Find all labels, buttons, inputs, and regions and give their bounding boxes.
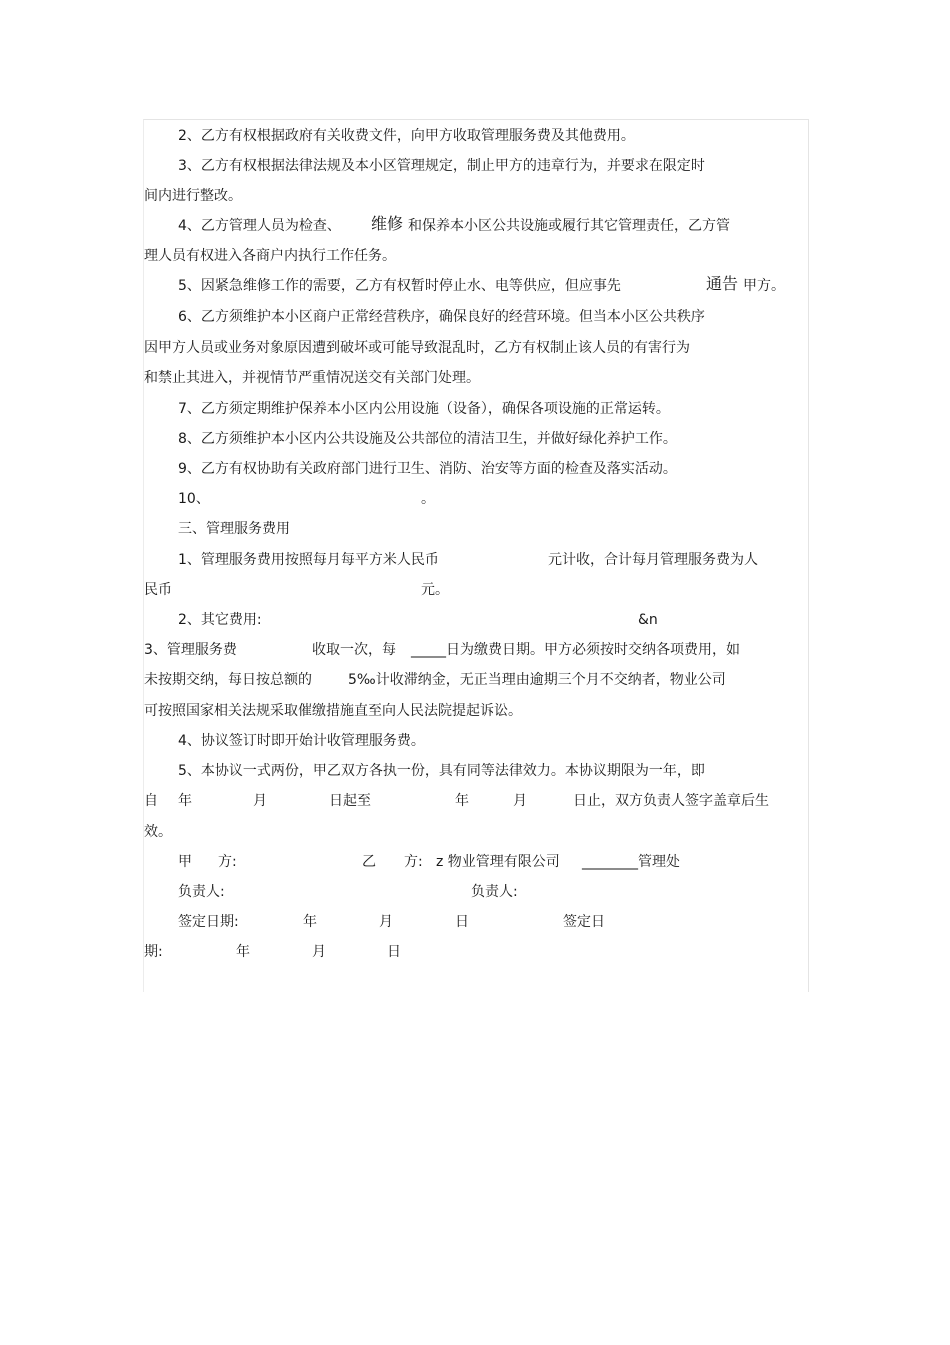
clause-9: 9、乙方有权协助有关政府部门进行卫生、消防、治安等方面的检查及落实活动。 <box>178 461 677 477</box>
clause-3-line-1: 3、乙方有权根据法律法规及本小区管理规定，制止甲方的违章行为，并要求在限定时 <box>178 158 705 174</box>
clause-8: 8、乙方须维护本小区内公共设施及公共部位的清洁卫生，并做好绿化养护工作。 <box>178 431 677 447</box>
party-a-label-2: 方: <box>218 854 237 870</box>
fee-1-part-4: 元。 <box>421 582 449 598</box>
clause-10-number: 10、 <box>178 491 210 507</box>
clause-4-part-1: 4、乙方管理人员为检查、 <box>178 218 341 234</box>
fee-3-part-2: 收取一次，每 <box>312 642 396 658</box>
party-b-label-2: 方: <box>404 854 423 870</box>
clause-10-end: 。 <box>421 491 435 507</box>
term-start-month: 月 <box>253 793 267 809</box>
party-a-date-label: 签定日期: <box>178 914 239 930</box>
fee-2-value: &n <box>638 612 658 628</box>
term-start-day: 日起至 <box>329 793 371 809</box>
clause-6-line-2: 因甲方人员或业务对象原因遭到破坏或可能导致混乱时，乙方有权制止该人员的有害行为 <box>144 340 690 356</box>
party-a-date-day: 日 <box>455 914 469 930</box>
clause-4-part-2: 维修 <box>371 214 404 233</box>
party-b-office: ________管理处 <box>582 854 680 870</box>
fee-3-part-5: 5‰计收滞纳金，无正当理由逾期三个月不交纳者，物业公司 <box>348 672 726 688</box>
fee-2-label: 2、其它费用: <box>178 612 262 628</box>
term-end-year: 年 <box>455 793 469 809</box>
clause-4-part-3: 和保养本小区公共设施或履行其它管理责任，乙方管 <box>408 218 730 234</box>
term-end-day: 日止，双方负责人签字盖章后生 <box>573 793 769 809</box>
party-b-responsible: 负责人: <box>471 884 518 900</box>
clause-7: 7、乙方须定期维护保养本小区内公用设施（设备），确保各项设施的正常运转。 <box>178 401 670 417</box>
clause-5-part-3: 甲方。 <box>743 278 785 294</box>
fee-3-part-1: 3、管理服务费 <box>144 642 237 658</box>
party-b-date-day: 日 <box>387 944 401 960</box>
party-a-date-year: 年 <box>303 914 317 930</box>
clause-2: 2、乙方有权根据政府有关收费文件，向甲方收取管理服务费及其他费用。 <box>178 128 635 144</box>
section-heading-fees: 三、管理服务费用 <box>178 521 290 537</box>
fee-5-line-1: 5、本协议一式两份，甲乙双方各执一份，具有同等法律效力。本协议期限为一年，即 <box>178 763 705 779</box>
fee-5-line-3: 效。 <box>144 824 172 840</box>
clause-5-part-1: 5、因紧急维修工作的需要，乙方有权暂时停止水、电等供应，但应事先 <box>178 278 621 294</box>
party-b-date-label-1: 签定日 <box>563 914 605 930</box>
fee-1-part-3: 民币 <box>144 582 172 598</box>
party-b-company: z 物业管理有限公司 <box>436 854 560 870</box>
term-end-month: 月 <box>513 793 527 809</box>
party-b-date-month: 月 <box>312 944 326 960</box>
fee-3-line-3: 可按照国家相关法规采取催缴措施直至向人民法院提起诉讼。 <box>144 703 522 719</box>
party-a-label-1: 甲 <box>178 854 192 870</box>
party-b-date-label-2: 期: <box>144 944 163 960</box>
fee-1-part-1: 1、管理服务费用按照每月每平方米人民币 <box>178 552 439 568</box>
party-b-label-1: 乙 <box>362 854 376 870</box>
clause-3-line-2: 间内进行整改。 <box>144 188 242 204</box>
clause-4-line-2: 理人员有权进入各商户内执行工作任务。 <box>144 248 396 264</box>
clause-6-line-3: 和禁止其进入，并视情节严重情况送交有关部门处理。 <box>144 370 480 386</box>
fee-4: 4、协议签订时即开始计收管理服务费。 <box>178 733 425 749</box>
clause-6-line-1: 6、乙方须维护本小区商户正常经营秩序，确保良好的经营环境。但当本小区公共秩序 <box>178 309 705 325</box>
party-b-date-year: 年 <box>236 944 250 960</box>
term-start-year: 年 <box>178 793 192 809</box>
party-a-responsible: 负责人: <box>178 884 225 900</box>
fee-3-part-4: 未按期交纳，每日按总额的 <box>144 672 312 688</box>
party-a-date-month: 月 <box>379 914 393 930</box>
fee-3-part-3: _____日为缴费日期。甲方必须按时交纳各项费用，如 <box>411 642 740 658</box>
fee-1-part-2: 元计收，合计每月管理服务费为人 <box>548 552 758 568</box>
clause-5-part-2: 通告 <box>706 274 739 293</box>
term-from: 自 <box>144 793 158 809</box>
